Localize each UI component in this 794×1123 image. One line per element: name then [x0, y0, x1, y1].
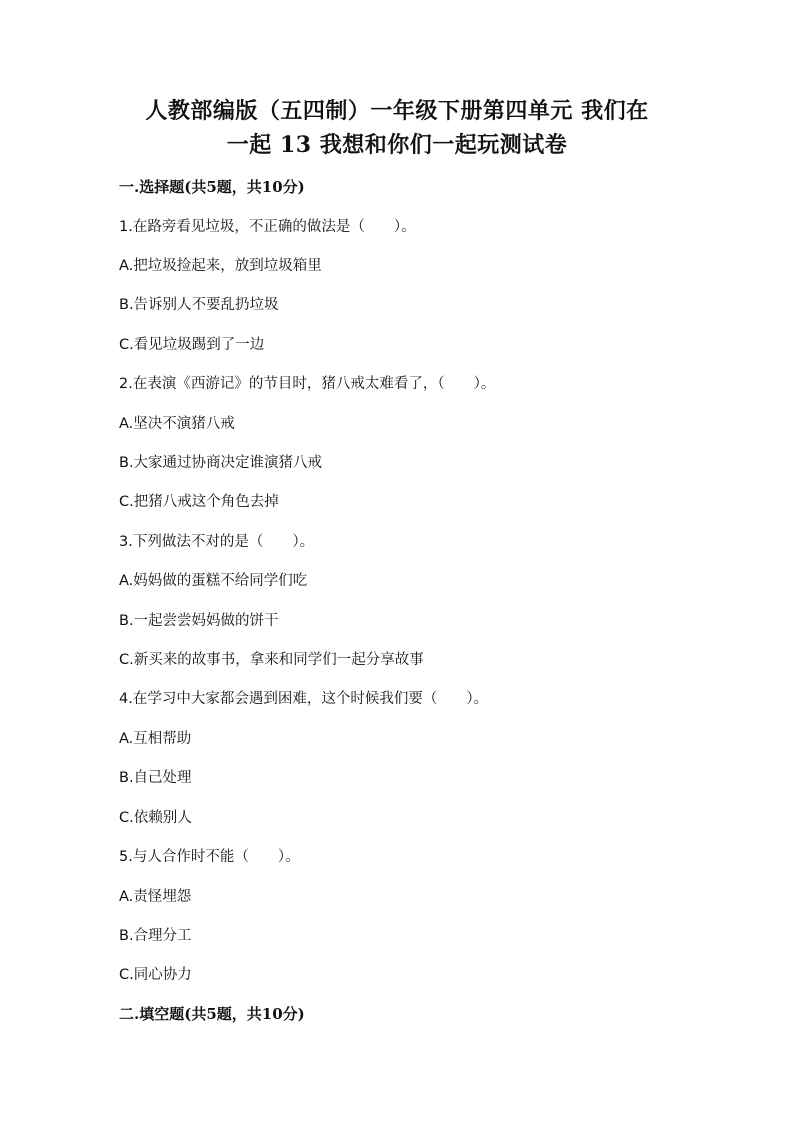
question-5-option-c: C.同心协力 [119, 967, 192, 983]
question-1-option-a: A.把垃圾捡起来，放到垃圾箱里 [119, 258, 322, 274]
question-3-option-c: C.新买来的故事书，拿来和同学们一起分享故事 [119, 652, 424, 668]
question-4-stem: 4.在学习中大家都会遇到困难，这个时候我们要（ ）。 [119, 691, 489, 707]
question-4-option-a: A.互相帮助 [119, 731, 192, 747]
question-1-option-b: B.告诉别人不要乱扔垃圾 [119, 297, 279, 313]
question-2-stem: 2.在表演《西游记》的节目时，猪八戒太难看了，（ ）。 [119, 376, 496, 392]
question-5-option-b: B.合理分工 [119, 928, 192, 944]
question-5-stem: 5.与人合作时不能（ ）。 [119, 849, 300, 865]
question-5-option-a: A.责怪埋怨 [119, 889, 192, 905]
question-4-option-b: B.自己处理 [119, 770, 192, 786]
question-1-option-c: C.看见垃圾踢到了一边 [119, 337, 265, 353]
page-title-line-2: 一起 13 我想和你们一起玩测试卷 [226, 132, 568, 158]
question-2-option-a: A.坚决不演猪八戒 [119, 416, 235, 432]
question-4-option-c: C.依赖别人 [119, 810, 192, 826]
page-title-line-1: 人教部编版（五四制）一年级下册第四单元 我们在 [145, 98, 649, 124]
question-1-stem: 1.在路旁看见垃圾，不正确的做法是（ ）。 [119, 219, 416, 235]
question-3-stem: 3.下列做法不对的是（ ）。 [119, 534, 315, 550]
section-heading-multiple-choice: 一.选择题(共5题，共10分) [119, 178, 305, 196]
question-3-option-a: A.妈妈做的蛋糕不给同学们吃 [119, 573, 308, 589]
question-2-option-c: C.把猪八戒这个角色去掉 [119, 494, 279, 510]
section-heading-fill-in-blank: 二.填空题(共5题，共10分) [119, 1005, 305, 1023]
question-3-option-b: B.一起尝尝妈妈做的饼干 [119, 613, 279, 629]
question-2-option-b: B.大家通过协商决定谁演猪八戒 [119, 455, 323, 471]
